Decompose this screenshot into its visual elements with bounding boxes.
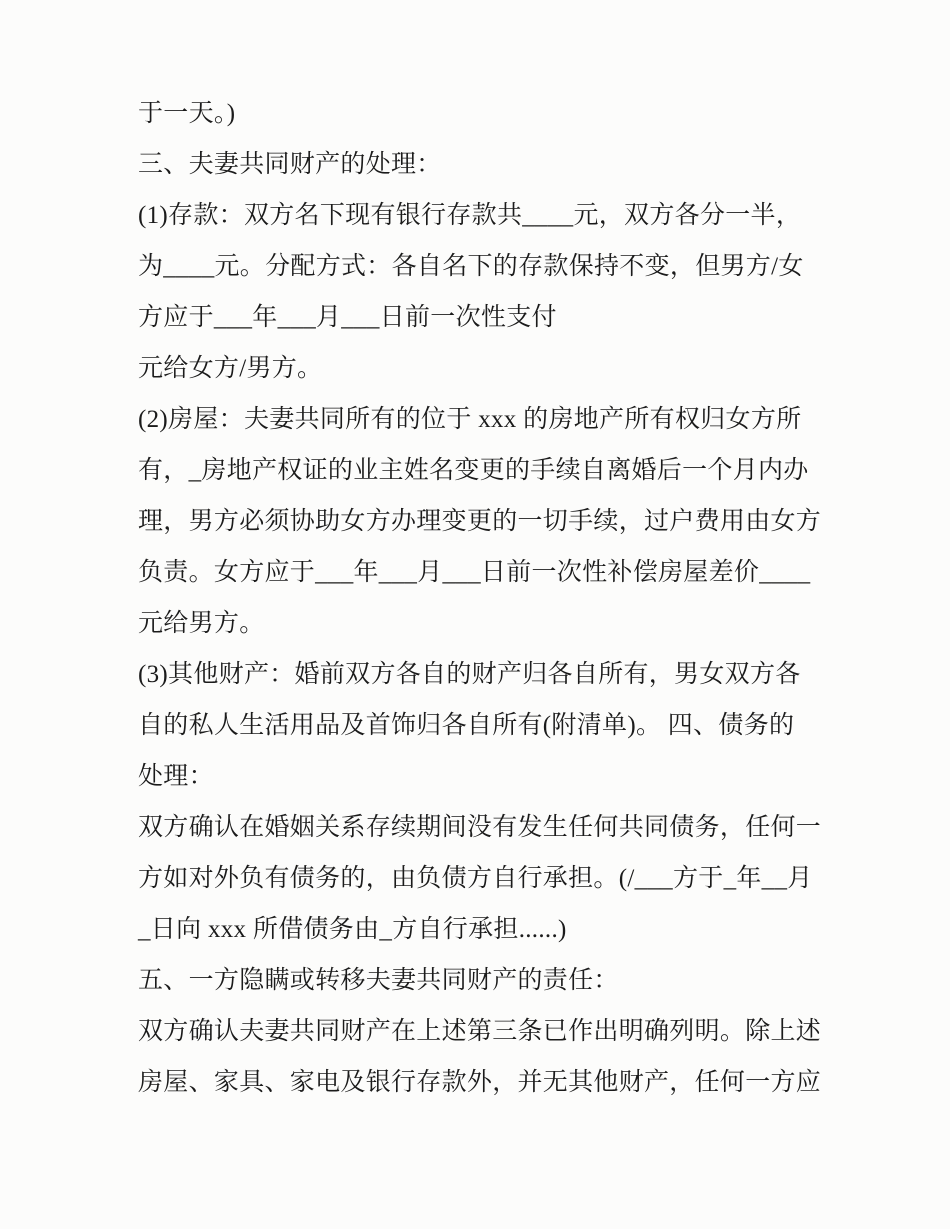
- document-line: 五、一方隐瞒或转移夫妻共同财产的责任：: [138, 967, 619, 994]
- document-line: 负责。女方应于___年___月___日前一次性补偿房屋差价____: [138, 559, 811, 586]
- document-line: 处理：: [138, 763, 214, 790]
- document-line: 方如对外负有债务的，由负债方自行承担。(/___方于_年__月: [138, 865, 813, 892]
- document-line: 于一天。): [138, 100, 236, 127]
- document-line: 双方确认夫妻共同财产在上述第三条已作出明确列明。除上述: [138, 1018, 822, 1045]
- document-line: (2)房屋：夫妻共同所有的位于 xxx 的房地产所有权归女方所: [138, 406, 802, 433]
- document-line: (3)其他财产：婚前双方各自的财产归各自所有，男女双方各: [138, 661, 801, 688]
- document-line: 房屋、家具、家电及银行存款外，并无其他财产，任何一方应: [138, 1069, 822, 1096]
- document-content: [138, 88, 854, 1108]
- document-line: 三、夫妻共同财产的处理：: [138, 151, 442, 178]
- document-line: 方应于___年___月___日前一次性支付: [138, 304, 557, 331]
- document-line: 元给女方/男方。: [138, 355, 323, 382]
- document-line: 自的私人生活用品及首饰归各自所有(附清单)。 四、债务的: [138, 712, 795, 739]
- document-line: (1)存款：双方名下现有银行存款共____元，双方各分一半，: [138, 202, 802, 229]
- document-line: 为____元。分配方式：各自名下的存款保持不变，但男方/女: [138, 253, 804, 280]
- document-line: 有，_房地产权证的业主姓名变更的手续自离婚后一个月内办: [138, 457, 809, 484]
- document-line: 元给男方。: [138, 610, 265, 637]
- document-line: _日向 xxx 所借债务由_方自行承担......): [138, 916, 567, 943]
- document-line: 理，男方必须协助女方办理变更的一切手续，过户费用由女方: [138, 508, 822, 535]
- document-line: 双方确认在婚姻关系存续期间没有发生任何共同债务，任何一: [138, 814, 822, 841]
